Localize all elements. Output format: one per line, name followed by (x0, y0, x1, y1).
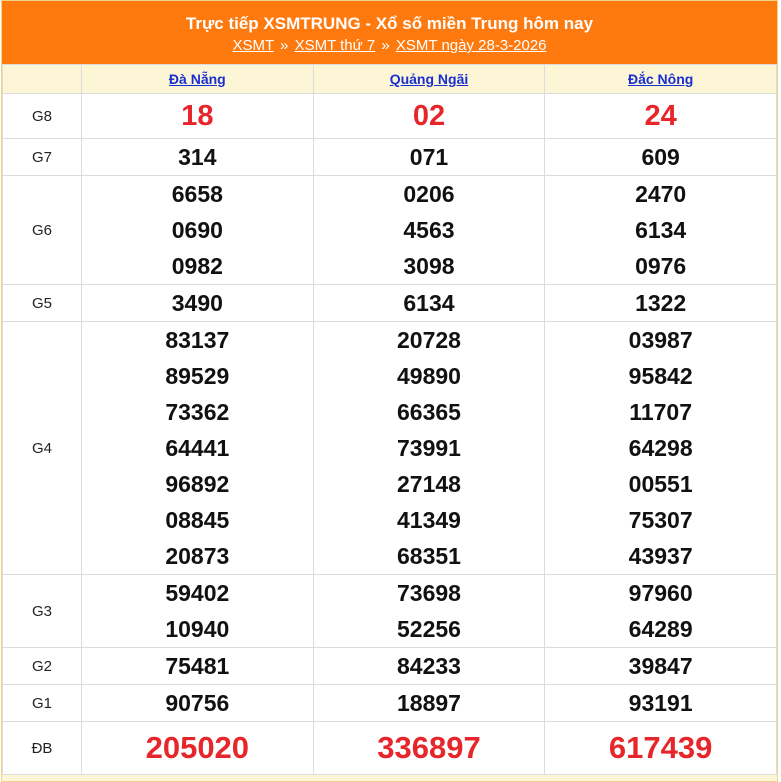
province-header-quang-ngai (313, 65, 545, 94)
prize-cell (545, 285, 777, 322)
prize-row-g2 (3, 648, 777, 685)
prize-number: 4563 (403, 217, 455, 243)
prize-number: 617439 (608, 730, 713, 765)
prize-number: 39847 (628, 653, 693, 679)
prize-cell (82, 139, 314, 176)
prize-number: 49890 (397, 363, 461, 389)
prize-number: 3098 (403, 253, 455, 279)
prize-cell (545, 139, 777, 176)
prize-number: 89529 (165, 363, 230, 389)
prize-number: 95842 (628, 363, 693, 389)
prize-number: 6134 (635, 217, 687, 243)
prize-number: 66365 (397, 399, 461, 425)
prize-number: 52256 (397, 616, 461, 642)
prize-number: 11707 (629, 399, 692, 425)
prize-number: 73362 (165, 399, 230, 425)
prize-number: 18 (181, 100, 214, 132)
prize-number: 41349 (397, 507, 461, 533)
prize-label: G3 (3, 575, 82, 648)
breadcrumb-xsmt-saturday-link[interactable]: XSMT thứ 7 (294, 37, 376, 54)
prize-row-đb (3, 722, 777, 775)
prize-label: G1 (3, 685, 82, 722)
prize-label: G5 (3, 285, 82, 322)
prize-cell (313, 176, 545, 285)
table-footer-strip (2, 775, 777, 781)
prize-number: 64441 (165, 435, 230, 461)
prize-number: 1322 (635, 290, 687, 316)
prize-number: 02 (412, 100, 446, 132)
prize-number: 96892 (165, 471, 230, 497)
prize-cell (82, 648, 314, 685)
prize-cell (82, 285, 314, 322)
prize-number: 90756 (165, 690, 230, 716)
prize-number: 3490 (171, 290, 223, 316)
prize-number: 314 (178, 144, 217, 170)
prize-number: 24 (644, 100, 677, 132)
prize-number: 64298 (628, 435, 693, 461)
prize-cell (82, 94, 314, 139)
prize-row-g7 (3, 139, 777, 176)
prize-number: 336897 (377, 730, 481, 765)
breadcrumb-xsmt-date-link[interactable]: XSMT ngày 28-3-2026 (395, 37, 547, 54)
prize-number: 08845 (165, 507, 230, 533)
breadcrumb-xsmt-link[interactable]: XSMT (232, 37, 274, 54)
province-link-dac-nong[interactable]: Đắc Nông (627, 71, 694, 87)
prize-cell (545, 722, 777, 775)
prize-number: 20728 (397, 327, 461, 353)
breadcrumb-separator: » (381, 37, 390, 54)
prize-number: 0690 (171, 217, 223, 243)
prize-number: 6134 (403, 290, 455, 316)
prize-cell (313, 322, 545, 575)
province-header-dac-nong (545, 65, 777, 94)
prize-label: G6 (3, 176, 82, 285)
province-link-quang-ngai[interactable]: Quảng Ngãi (389, 71, 469, 87)
prize-cell (313, 722, 545, 775)
prize-label: G2 (3, 648, 82, 685)
prize-cell (545, 322, 777, 575)
prize-number: 97960 (628, 580, 693, 606)
breadcrumb (2, 36, 777, 56)
results-panel (1, 0, 778, 782)
prize-label: ĐB (3, 722, 82, 775)
prize-number: 18897 (397, 690, 461, 716)
prize-cell (82, 176, 314, 285)
breadcrumb-separator: » (280, 37, 289, 54)
prize-number: 75481 (165, 653, 230, 679)
prize-number: 0976 (635, 253, 687, 279)
prize-number: 0982 (171, 253, 223, 279)
province-header-da-nang (82, 65, 314, 94)
prize-cell (313, 685, 545, 722)
prize-row-g3 (3, 575, 777, 648)
prize-cell (545, 94, 777, 139)
prize-row-g5 (3, 285, 777, 322)
prize-number: 20873 (165, 543, 230, 569)
prize-number: 10940 (165, 616, 230, 642)
prize-number: 73698 (397, 580, 461, 606)
prize-cell (82, 722, 314, 775)
prize-label: G7 (3, 139, 82, 176)
prize-number: 73991 (397, 435, 461, 461)
prize-row-g1 (3, 685, 777, 722)
prize-label: G8 (3, 94, 82, 139)
prize-cell (313, 139, 545, 176)
prize-row-g8 (3, 94, 777, 139)
prize-cell (545, 685, 777, 722)
prize-number: 071 (409, 144, 449, 170)
prize-row-g6 (3, 176, 777, 285)
prize-cell (545, 575, 777, 648)
prize-number: 03987 (628, 327, 693, 353)
province-link-da-nang[interactable]: Đà Nẵng (168, 71, 226, 87)
prize-row-g4 (3, 322, 777, 575)
prize-cell (313, 285, 545, 322)
page-title: Trực tiếp XSMTRUNG - Xổ số miền Trung hôm nay (185, 14, 594, 33)
prize-number: 27148 (397, 471, 461, 497)
prize-number: 59402 (165, 580, 230, 606)
prize-cell (82, 685, 314, 722)
results-body (3, 94, 777, 775)
results-table (2, 64, 777, 775)
prize-number: 64289 (628, 616, 693, 642)
prize-label: G4 (3, 322, 82, 575)
prize-number: 75307 (628, 507, 693, 533)
prize-cell (313, 94, 545, 139)
prize-cell (545, 176, 777, 285)
prize-number: 84233 (397, 653, 461, 679)
prize-column-header (3, 65, 82, 94)
prize-number: 0206 (403, 181, 455, 207)
prize-number: 6658 (171, 181, 223, 207)
prize-number: 83137 (165, 327, 230, 353)
prize-number: 205020 (145, 730, 250, 765)
prize-cell (313, 575, 545, 648)
results-header (2, 1, 777, 64)
prize-cell (82, 575, 314, 648)
prize-number: 43937 (628, 543, 693, 569)
prize-number: 00551 (628, 471, 693, 497)
province-header-row (3, 65, 777, 94)
prize-cell (313, 648, 545, 685)
prize-number: 609 (641, 144, 680, 170)
prize-number: 68351 (397, 543, 461, 569)
prize-number: 93191 (628, 690, 693, 716)
prize-cell (545, 648, 777, 685)
prize-cell (82, 322, 314, 575)
prize-number: 2470 (635, 181, 687, 207)
